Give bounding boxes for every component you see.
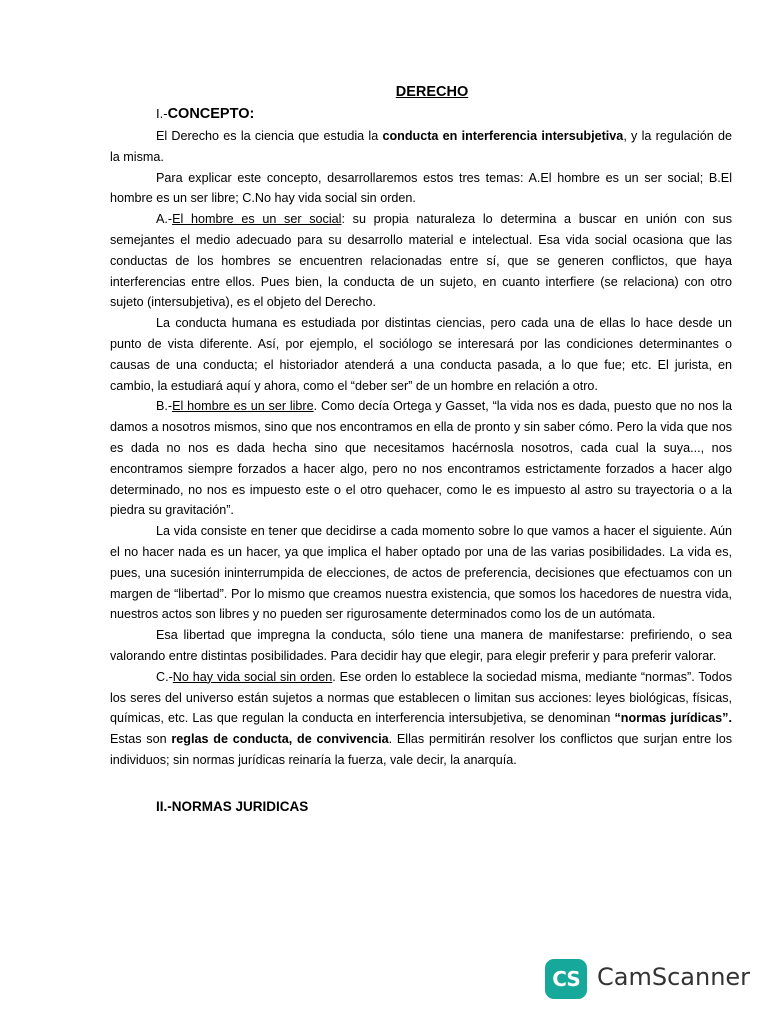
camscanner-logo-icon: CS bbox=[545, 959, 587, 999]
paragraph-topics: Para explicar este concepto, desarrollaremos estos tres temas: A.El hombre es un ser social; B.El hombre es un ser libre; C.No hay vida social sin orden. bbox=[110, 170, 732, 206]
paragraph-order bbox=[110, 667, 732, 771]
section-heading-concepto bbox=[156, 106, 732, 122]
text-span: El Derecho es la ciencia que estudia la bbox=[156, 129, 383, 143]
camscanner-brand: CamScanner bbox=[597, 963, 751, 991]
bold-term: “normas jurídicas”. bbox=[614, 711, 732, 726]
bold-term: reglas de conducta, de convivencia bbox=[171, 732, 389, 747]
text-span: . Ellas permitirán resolver los conflictos que surjan entre los individuos; sin normas jurídicas reinaría la fuerza, vale decir, la anarquía. bbox=[110, 732, 733, 767]
text-span: . Como decía Ortega y Gasset, “la vida nos es dada, puesto que no nos la damos a nosotros mismos, sino que nos encontramos en ella de pronto y sin saber cómo. Pero la vida que nos es dada no nos es dada hecha sino que necesitamos hacérnosla nosotros, cada cual la suya..., nos encontramos siempre forzados a hacer algo, pero no nos encontramos estrictamente forzados a hacer algo determinado, no nos es impuesto este o el otro quehacer, como le es impuesto al astro su trayectoria o a la piedra su gravitación”. bbox=[110, 399, 732, 518]
paragraph-free bbox=[110, 396, 732, 521]
paragraph-life: La vida consiste en tener que decidirse a cada momento sobre lo que vamos a hacer el siguiente. Aún el no hacer nada es un hacer, ya que implica el haber optado por una de las varias posibilidades. La vida es, pues, una sucesión ininterrumpida de elecciones, de actos de preferencia, decisiones que efectuamos con un margen de “libertad”. Por lo mismo que creamos nuestra existencia, que somos los hacedores de nuestra vida, nuestros actos son libres y no pueden ser rigurosamente determinados como los de un autómata. bbox=[110, 524, 732, 622]
text-span: . Ese orden lo establece la sociedad misma, mediante “normas”. Todos los seres del universo están sujetos a normas que establecen o limitan sus acciones: leyes biológicas, físicas, químicas, etc. Las que regulan la conducta en interferencia intersubjetiva, se denominan bbox=[110, 669, 732, 726]
underlined-topic: El hombre es un ser social bbox=[172, 212, 342, 227]
underlined-topic: No hay vida social sin orden bbox=[172, 669, 333, 684]
list-prefix: B.- bbox=[156, 399, 173, 414]
section-heading-normas: II.-NORMAS JURIDICAS bbox=[156, 798, 309, 814]
section-number: I.- bbox=[156, 106, 168, 121]
text-span: , y la regulación de la misma. bbox=[110, 129, 732, 164]
text-span: Estas son bbox=[110, 732, 172, 747]
list-prefix: C.- bbox=[156, 669, 173, 684]
document-title: DERECHO bbox=[395, 84, 469, 100]
section-title: CONCEPTO: bbox=[167, 106, 255, 122]
underlined-topic: El hombre es un ser libre bbox=[172, 399, 314, 414]
text-span: : su propia naturaleza lo determina a buscar en unión con sus semejantes el medio adecuado para su desarrollo material e intelectual. Esa vida social ocasiona que las conductas de los hombres se encuentren relacionadas entre sí, que se generen conflictos, que haya interferencias entre ellos. Pues bien, la conducta de un sujeto, en cuanto interfiere (se relaciona) con otro sujeto (intersubjetiva), es el objeto del Derecho. bbox=[110, 212, 732, 310]
paragraph-social bbox=[110, 209, 732, 313]
list-prefix: A.- bbox=[156, 212, 173, 227]
document-page bbox=[110, 84, 732, 814]
bold-term: conducta en interferencia intersubjetiva bbox=[382, 129, 624, 143]
paragraph-conduct: La conducta humana es estudiada por distintas ciencias, pero cada una de ellas lo hace desde un punto de vista diferente. Así, por ejemplo, el sociólogo se interesará por las condiciones determinantes o causas de una conducta; el historiador atenderá a una conducta pasada, a lo que fue; etc. El jurista, en cambio, la estudiará aquí y ahora, como el “deber ser” de un hombre en relación a otro. bbox=[110, 316, 732, 393]
paragraph-liberty: Esa libertad que impregna la conducta, sólo tiene una manera de manifestarse: prefiriendo, o sea valorando entre distintas posibilidades. Para decidir hay que elegir, para elegir preferir y para preferir valorar. bbox=[110, 628, 732, 663]
paragraph-definition bbox=[110, 126, 732, 168]
